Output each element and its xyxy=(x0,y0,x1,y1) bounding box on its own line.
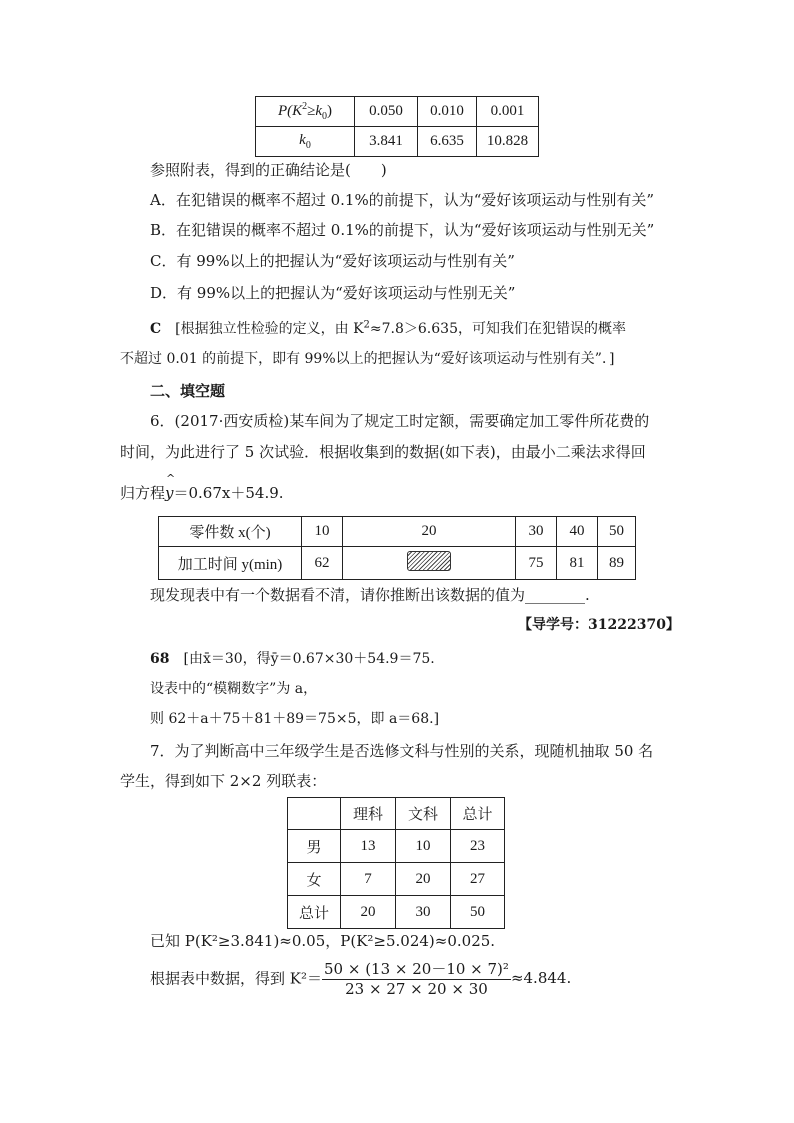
q5-answer-letter: C xyxy=(150,321,162,337)
table-cell: 50 xyxy=(451,896,505,929)
table-cell: 27 xyxy=(451,863,505,896)
q5-explanation-line2: 不超过 0.01 的前提下，即有 99%以上的把握认为“爱好该项运动与性别有关”．] xyxy=(120,351,615,367)
table-cell: 20 xyxy=(341,896,396,929)
q7-line1: 7．为了判断高中三年级学生是否选修文科与性别的关系，现随机抽取 50 名 xyxy=(150,742,654,760)
table-cell: 6.635 xyxy=(418,127,477,157)
q6-line2: 时间，为此进行了 5 次试验．根据收集到的数据(如下表)，由最小二乘法求得回 xyxy=(120,443,646,461)
q5-option-a: A．在犯错误的概率不超过 0.1%的前提下，认为“爱好该项运动与性别有关” xyxy=(150,191,655,209)
table-cell: 13 xyxy=(341,830,396,863)
table-header-cell: 加工时间 y(min) xyxy=(159,547,302,580)
q5-explanation-line1: C [根据独立性检验的定义，由 $K^2\approx 7.8>6.635$，可知我们在犯错误的概率 xyxy=(150,319,626,337)
table-cell: 20 xyxy=(343,517,516,547)
q7-line2: 学生，得到如下 2×2 列联表： xyxy=(120,772,327,790)
table-cell: 男 xyxy=(288,830,341,863)
table-cell: 23 xyxy=(451,830,505,863)
table-cell: 10.828 xyxy=(477,127,539,157)
q6-solution-line3: 则 62＋a＋75＋81＋89＝75×5，即 a＝68.] xyxy=(150,711,440,727)
table-cell: 20 xyxy=(396,863,451,896)
table-header-cell: $k_0$ xyxy=(256,127,355,157)
k2-fraction: $\frac{\text{50 × (13 × 20－10 × 7)²}}{23 \times 27 \times 20 \times 30}$ xyxy=(324,960,509,998)
q6-solution-line2: 设表中的“模糊数字”为 a， xyxy=(150,681,318,697)
table-cell: 62 xyxy=(302,547,343,580)
table-cell: 10 xyxy=(302,517,343,547)
q7-calculation: 根据表中数据，得到 K²＝ $\frac{\text{50 × (13 × 20－10 × 7)²}}{23 \times 27 \times 20 \times 30}$ ≈4.844. xyxy=(150,960,572,998)
q5-option-d: D．有 99%以上的把握认为“爱好该项运动与性别无关” xyxy=(150,284,516,302)
q6-question: 现发现表中有一个数据看不清，请你推断出该数据的值为________. xyxy=(150,586,590,604)
table-cell: 40 xyxy=(557,517,598,547)
table-cell: 总计 xyxy=(288,896,341,929)
q6-line1: 6．(2017·西安质检)某车间为了规定工时定额，需要确定加工零件所花费的 xyxy=(150,412,650,430)
q5-stem: 参照附表，得到的正确结论是( ) xyxy=(150,161,387,179)
blurred-value-icon xyxy=(407,551,451,571)
table-header-cell: 零件数 x(个) xyxy=(159,517,302,547)
table-header-cell: 总计 xyxy=(451,798,505,830)
table-cell: 89 xyxy=(598,547,636,580)
q5-option-c: C．有 99%以上的把握认为“爱好该项运动与性别有关” xyxy=(150,252,515,270)
table-cell: 75 xyxy=(516,547,557,580)
table-cell: 50 xyxy=(598,517,636,547)
table-cell: 30 xyxy=(396,896,451,929)
table-cell: 0.010 xyxy=(418,97,477,127)
q6-solution-line1: 68 [由x̄＝30，得ȳ＝0.67×30＋54.9＝75. xyxy=(150,651,435,667)
table-header-cell: 理科 xyxy=(341,798,396,830)
q6-line3: 归方程 ^ y＝0.67x＋54.9. xyxy=(120,472,284,502)
contingency-table xyxy=(287,797,505,929)
table-header-cell: $P(K^2\ge k_0)$ xyxy=(256,97,355,127)
q6-answer: 68 xyxy=(150,651,170,667)
q5-option-b: B．在犯错误的概率不超过 0.1%的前提下，认为“爱好该项运动与性别无关” xyxy=(150,221,655,239)
blurred-data-cell xyxy=(343,547,516,580)
table-cell: 10 xyxy=(396,830,451,863)
q7-known: 已知 P(K²≥3.841)≈0.05，P(K²≥5.024)≈0.025. xyxy=(150,932,496,950)
table-header-cell: 文科 xyxy=(396,798,451,830)
table-cell: 女 xyxy=(288,863,341,896)
table-header-cell xyxy=(288,798,341,830)
section-title: 二、填空题 xyxy=(150,382,226,400)
table-cell: 81 xyxy=(557,547,598,580)
table-cell: 30 xyxy=(516,517,557,547)
table-cell: 0.001 xyxy=(477,97,539,127)
table-cell: 0.050 xyxy=(355,97,418,127)
guide-number: 【导学号：31222370】 xyxy=(518,617,680,633)
table-cell: 3.841 xyxy=(355,127,418,157)
q6-data-table xyxy=(158,516,636,580)
critical-value-table xyxy=(255,96,539,157)
table-cell: 7 xyxy=(341,863,396,896)
